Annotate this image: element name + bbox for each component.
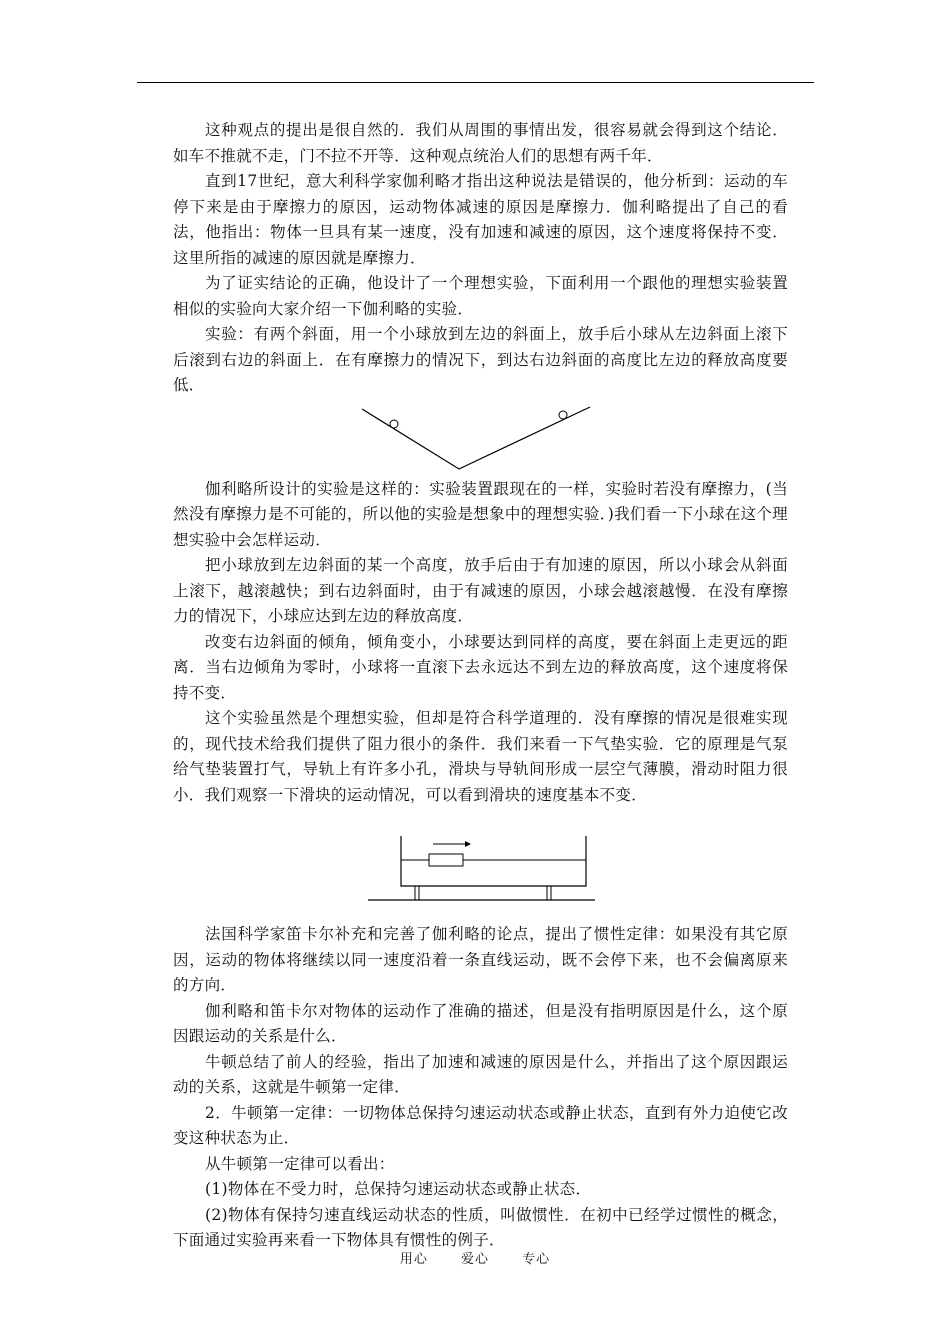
paragraph: 2．牛顿第一定律：一切物体总保持匀速运动状态或静止状态，直到有外力迫使它改变这种状态为止． [173,1103,788,1147]
paragraph: 直到17世纪，意大利科学家伽利略才指出这种说法是错误的，他分析到：运动的车停下来是由于摩擦力的原因，运动物体减速的原因是摩擦力．伽利略提出了自己的看法，他指出：物体一旦具有某一速度，没有加速和减速的原因，这个速度将保持不变．这里所指的减速的原因就是摩擦力． [173,172,788,267]
header-rule [137,82,814,83]
velocity-arrow-head [465,841,471,847]
paragraph: (2)物体有保持匀速直线运动状态的性质，叫做惯性．在初中已经学过惯性的概念，下面通过实验再来看一下物体具有惯性的例子． [173,1205,788,1249]
paragraph: 牛顿总结了前人的经验，指出了加速和减速的原因是什么，并指出了这个原因跟运动的关系，这就是牛顿第一定律． [173,1052,788,1096]
air-track-diagram [363,816,603,916]
paragraph: 这种观点的提出是很自然的．我们从周围的事情出发，很容易就会得到这个结论．如车不推就不走，门不拉不开等．这种观点统治人们的思想有两千年． [173,121,788,165]
page-footer [0,1248,950,1267]
slider-block [429,854,463,866]
paragraph: 这个实验虽然是个理想实验，但却是符合科学道理的．没有摩擦的情况是很难实现的，现代技术给我们提供了阻力很小的条件．我们来看一下气垫实验．它的原理是气泵给气垫装置打气，导轨上有许多小孔，滑块与导轨间形成一层空气薄膜，滑动时阻力很小．我们观察一下滑块的运动情况，可以看到滑块的速度基本不变． [173,709,788,804]
paragraph: 把小球放到左边斜面的某一个高度，放手后由于有加速的原因，所以小球会从斜面上滚下，越滚越快；到右边斜面时，由于有减速的原因，小球会越滚越慢．在没有摩擦力的情况下，小球应达到左边的释放高度． [173,556,788,625]
footer-text: 爱心 [460,1252,489,1267]
paragraph: 实验：有两个斜面，用一个小球放到左边的斜面上，放手后小球从左边斜面上滚下后滚到右边的斜面上．在有摩擦力的情况下，到达右边斜面的高度比左边的释放高度要低． [173,325,788,394]
inclined-planes-diagram [358,403,598,475]
paragraph: (1)物体在不受力时，总保持匀速运动状态或静止状态． [205,1180,592,1198]
ball-left [390,420,398,428]
air-track-figure [173,816,788,916]
paragraph: 伽利略和笛卡尔对物体的运动作了准确的描述，但是没有指明原因是什么，这个原因跟运动的关系是什么． [173,1001,788,1045]
paragraph: 为了证实结论的正确，他设计了一个理想实验，下面利用一个跟他的理想实验装置相似的实验向大家介绍一下伽利略的实验． [173,274,788,318]
document-body [173,118,788,1254]
footer-text: 专心 [522,1252,551,1267]
footer-text: 用心 [399,1252,428,1267]
paragraph: 伽利略所设计的实验是这样的：实验装置跟现在的一样，实验时若没有摩擦力，(当然没有摩擦力是不可能的，所以他的实验是想象中的理想实验．)我们看一下小球在这个理想实验中会怎样运动． [173,479,788,549]
inclined-planes-figure [173,403,788,475]
paragraph: 法国科学家笛卡尔补充和完善了伽利略的论点，提出了惯性定律：如果没有其它原因，运动的物体将继续以同一速度沿着一条直线运动，既不会停下来，也不会偏离原来的方向． [173,925,788,994]
paragraph: 从牛顿第一定律可以看出： [205,1154,395,1173]
paragraph: 改变右边斜面的倾角，倾角变小，小球要达到同样的高度，要在斜面上走更远的距离．当右边倾角为零时，小球将一直滚下去永远达不到左边的释放高度，这个速度将保持不变． [173,632,788,702]
incline-surfaces [362,407,590,469]
ball-right [559,411,567,419]
